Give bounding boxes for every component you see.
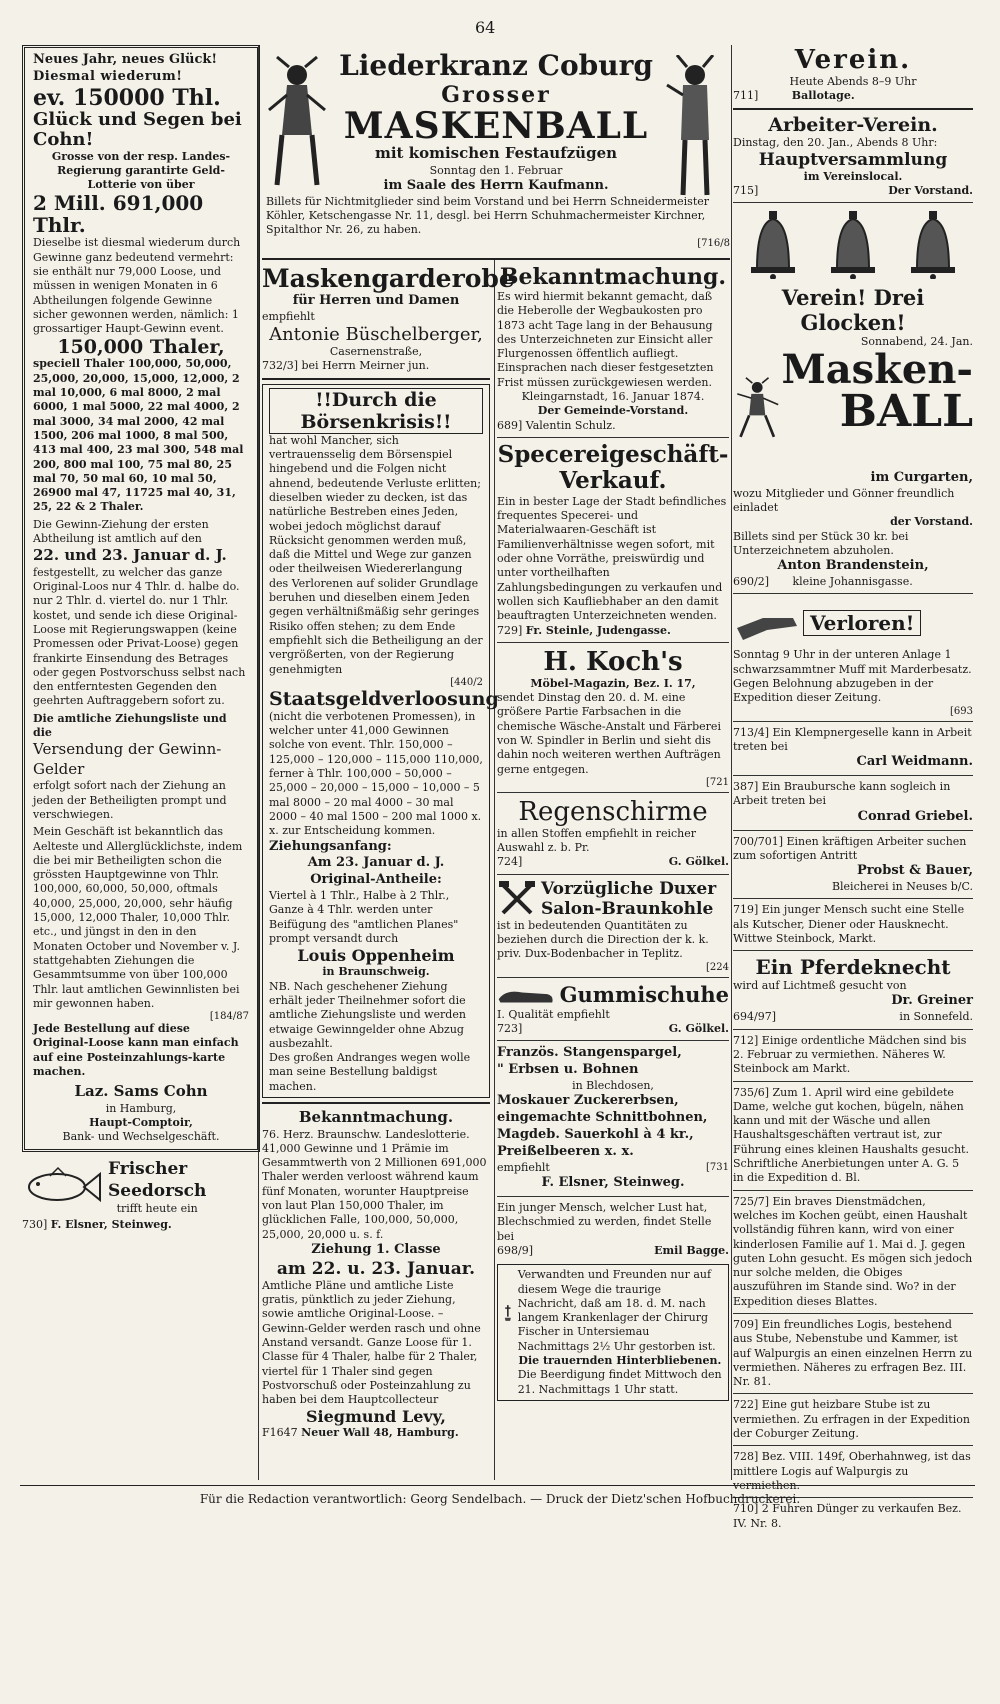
fish-title: Frischer (108, 1158, 188, 1179)
costume-ad (262, 264, 515, 374)
delicacy-line: eingemachte Schnittbohnen, (497, 1110, 708, 1126)
fish-name: Seedorsch (108, 1180, 207, 1201)
ad-reference: 690/2] (733, 575, 769, 589)
ad-reference: 735/6] (733, 1085, 769, 1099)
draw-start-label: Ziehungsanfang: (269, 838, 392, 854)
lottery-ad (22, 45, 260, 1152)
club-title: Verein. (794, 45, 912, 75)
lottery-text: Amtliche Pläne und amtliche Liste gratis, pünktlich zu jeder Ziehung, sowie amtliche Original-Loose. – Gewinn-Gelder werden rasch und ohne Anstand versandt. Ganze Loose für 1. Classe für 4 Thaler, halbe für 2 Thaler, viertel für 1 Thaler sind gegen Postvorschuß oder Posteinzahlung zu haben bei dem Hauptcollecteur (262, 1278, 481, 1407)
umbrella-title: Regenschirme (518, 796, 708, 827)
ticket-seller-address: kleine Johannisgasse. (792, 575, 913, 589)
merchant-name: F. Elsner, Steinweg. (50, 1218, 172, 1232)
classified-ad (733, 1398, 973, 1441)
three-bells-title: Verein! Drei Glocken! (781, 285, 925, 336)
obituary-text: Verwandten und Freunden nur auf diesem Wege die traurige Nachricht, daß am 18. d. M. nach langem Krankenlager der Chirurg Fischer in Untersiemau Nachmittags 2½ Uhr gestorben ist. (517, 1268, 716, 1353)
lottery-company: Laz. Sams Cohn (74, 1082, 208, 1101)
header-divider (262, 258, 730, 260)
lottery-ad-column (22, 45, 260, 1485)
notice-name: Valentin Schulz. (525, 418, 616, 432)
classified-ad (733, 1034, 973, 1077)
lottery-text: Mein Geschäft ist bekanntlich das Aelteste und Allerglücklichste, indem die bei mir Betheiligten schon die grössten Hauptgewinne von Thlr. 100,000, 60,000, 50,000, oftmals 40,000, 25,000, 20,000, sehr häufig 15,000, 12,000 Thaler, 10,000 Thlr. etc., und jüngst in den in den Monaten October und November v. J. stattgehabten Ziehungen die Gesammtsumme von über 100,000 Thlr. laut amtlichen Gewinnlisten bei mir gewonnen haben. (33, 825, 243, 1010)
fish-ad (22, 1158, 260, 1216)
notice-ad (497, 264, 729, 433)
cross-icon (504, 1268, 512, 1358)
draw-date: am 22. u. 23. Januar. (276, 1258, 476, 1279)
workers-club-title: Arbeiter-Verein. (768, 113, 938, 136)
lottery-collector: Siegmund Levy, (305, 1407, 446, 1427)
lottery-headline: Neues Jahr, neues Glück! (33, 52, 218, 67)
lottery-business: Bank- und Wechselgeschäft. (62, 1130, 220, 1144)
rubber-shoes-merchant: G. Gölkel. (668, 1021, 729, 1035)
tickets-text: Billets sind per Stück 30 kr. bei Unterzeichnetem abzuholen. (733, 529, 909, 557)
state-lottery-text: (nicht die verbotenen Promessen), in welcher unter 41,000 Gewinnen solche von event. Thlr. 150,000 – 125,000 – 120,000 – 115,000 110,000, ferner à Thlr. 100,000 – 50,000 – 25,000 – 20,000 – 15,000 – 10,000 – 5 mal 8000 – 20 mal 4000 – 30 mal 2000 – 40 mal 1500 – 200 mal 1000 x. x. zur Entscheidung kommen. (269, 709, 483, 838)
umbrella-ad (497, 797, 729, 870)
ad-reference: 712] (733, 1033, 759, 1047)
ad-reference: 723] (497, 1021, 523, 1035)
lost-text: Sonntag 9 Uhr in der unteren Anlage 1 schwarzsammtner Muff mit Marderbesatz. Gegen Belohnung abzugeben in der Expedition dieser Zeitung. (733, 648, 972, 705)
announcement-title: Bekanntmachung. (298, 1108, 454, 1127)
rubber-shoes-text: I. Qualität empfiehlt (497, 1007, 610, 1021)
obituary-funeral: Die Beerdigung findet Mittwoch den 21. Nachmittags 1 Uhr statt. (517, 1368, 722, 1396)
job-ad (733, 903, 973, 946)
lottery-prize-list: speciell Thaler 100,000, 50,000, 25,000, 20,000, 15,000, 12,000, 2 mal 10,000, 6 mal 8000, 2 mal 6000, 1 mal 5000, 22 mal 4000, 2 mal 3000, 34 mal 2000, 42 mal 1500, 206 mal 1000, 8 mal 500, 413 mal 400, 23 mal 300, 548 mal 200, 800 mal 100, 75 mal 80, 25 mal 70, 50 mal 60, 10 mal 50, 26900 mal 47, 11725 mal 40, 31, 25, 22 & 2 Thaler. (33, 357, 244, 514)
brunswick-lottery-ad (262, 1108, 490, 1441)
notice-title: Bekanntmachung. (499, 264, 727, 290)
column-3 (497, 264, 729, 1704)
ball-date: Sonntag den 1. Februar (429, 163, 563, 177)
ad-reference: 713/4] (733, 725, 769, 739)
ball-subtitle: mit komischen Festaufzügen (374, 144, 618, 162)
job-text: Ein junger Mensch sucht eine Stelle als Kutscher, Diener oder Hausknecht. Wittwe Steinbock, Markt. (733, 903, 965, 945)
lottery-text: 76. Herz. Braunschw. Landeslotterie. 41,000 Gewinne und 1 Prämie im Gesammtwerth von 2 Millionen 691,000 Thaler werden verloost während kaum fünf Monaten, worunter Hauptpreise von laut Plan 150,000 Thaler, im glücklichen Falle, 100,000, 50,000, 25,000, 20,000 u. s. f. (262, 1127, 487, 1241)
employer-name: Dr. Greiner (891, 993, 973, 1009)
koch-furniture-ad (497, 647, 729, 788)
jester-icon (665, 55, 725, 205)
ad-reference: 719] (733, 903, 759, 917)
rubber-shoes-title: Gummischuhe (559, 982, 729, 1008)
classified-text: Eine gut heizbare Stube ist zu vermiethen. Zu erfragen in der Expedition der Coburger Zeitung. (733, 1398, 970, 1441)
club-ballot-ad (733, 45, 973, 104)
notice-text: Es wird hiermit bekannt gemacht, daß die Heberolle der Wegbaukosten pro 1873 acht Tage lang in der Behausung des Unterzeichneten zur Einsicht aller Flurgenossen öffentlich aufliegt. Einsprachen nach dieser festgesetzten Frist müssen zurückgewiesen werden. (497, 290, 714, 389)
three-bells-ad (733, 209, 973, 589)
delicacy-line: Preißelbeeren x. x. (497, 1144, 634, 1160)
club-ballot: Ballotage. (791, 89, 855, 103)
ticket-seller: Anton Brandenstein, (777, 558, 929, 574)
workers-club-signature: Der Vorstand. (888, 184, 973, 198)
imprint: Für die Redaction verantwortlich: Georg Sendelbach. — Druck der Dietz'schen Hofbuchdruckerei. (199, 1492, 801, 1506)
lottery-headline: Diesmal wiederum! (33, 68, 183, 84)
lottery-city: in Hamburg, (105, 1101, 177, 1115)
hand-icon (733, 598, 803, 648)
club-text: Heute Abends 8–9 Uhr (789, 75, 917, 88)
stock-crisis-title: !!Durch die Börsenkrisis!! (269, 388, 483, 434)
apprentice-text: Ein junger Mensch, welcher Lust hat, Blechschmied zu werden, findet Stelle bei (497, 1201, 712, 1243)
job-text: Ein Klempnergeselle kann in Arbeit treten bei (733, 725, 972, 753)
ad-reference: 387] (733, 780, 759, 794)
apprentice-ad (497, 1201, 729, 1258)
groom-title: Ein Pferdeknecht (755, 955, 951, 980)
delicacy-line: Moskauer Zuckererbsen, (497, 1093, 679, 1109)
ad-reference: 711] (733, 89, 759, 103)
ad-reference: 724] (497, 855, 523, 869)
delicacy-line: in Blechdosen, (572, 1079, 654, 1093)
crossed-hammers-icon (497, 879, 537, 919)
bell-icon (903, 209, 963, 279)
jester-icon (267, 55, 327, 205)
coal-title: Vorzügliche Duxer (541, 878, 717, 899)
workers-club-ad (733, 114, 973, 199)
fish-text: trifft heute ein (116, 1201, 198, 1215)
state-lottery-note: Des großen Andranges wegen wolle man seine Bestellung baldigst machen. (269, 1051, 471, 1093)
three-bells-date: Sonnabend, 24. Jan. (860, 335, 973, 349)
jester-icon (733, 350, 781, 470)
delicacy-ad (497, 1045, 729, 1192)
notice-place: Kleingarnstadt, 16. Januar 1874. (521, 390, 705, 404)
ad-reference: 694/97] (733, 1010, 776, 1024)
shoe-icon (497, 982, 556, 1008)
lottery-prize: ev. 150000 Thl. (33, 84, 221, 111)
delicacy-merchant: F. Elsner, Steinweg. (541, 1175, 685, 1191)
classified-ad (733, 1502, 973, 1531)
fish-icon (22, 1162, 102, 1212)
footer-rule (20, 1485, 975, 1486)
club-title: Liederkranz Coburg (339, 49, 653, 82)
coal-text: ist in bedeutenden Quantitäten zu beziehen durch die Direction der k. k. priv. Dux-Bodenbacher in Teplitz. (497, 918, 709, 961)
lottery-text: Jede Bestellung auf diese Original-Loose kann man einfach auf eine Posteinzahlungs-karte machen. (33, 1022, 239, 1078)
draw-class: Ziehung 1. Classe (311, 1241, 441, 1257)
rubber-shoes-ad (497, 982, 729, 1037)
lost-ad (733, 598, 973, 716)
delicacy-line: Magdeb. Sauerkohl à 4 kr., (497, 1127, 694, 1143)
costume-text: empfiehlt (262, 309, 315, 323)
grocery-sale-name: Fr. Steinle, Judengasse. (525, 623, 671, 637)
delicacy-text: empfiehlt (497, 1160, 550, 1174)
delicacy-line: Französ. Stangenspargel, (497, 1045, 682, 1061)
notice-signature: Der Gemeinde-Vorstand. (537, 404, 689, 418)
ad-reference: [693 (950, 705, 973, 717)
ball-text: Billets für Nichtmitglieder sind beim Vorstand und bei Herrn Schneidermeister Köhler, Ketschengasse Nr. 11, desgl. bei Herrn Schuhmachermeister Kirchner, Spitalthor Nr. 26, zu haben. (266, 194, 710, 237)
koch-text: sendet Dinstag den 20. d. M. eine größere Partie Farbsachen in die chemische Wäsche-Anstalt und Färberei von W. Spindler in Berlin und sieht dis dahin noch weiteren werthen Aufträgen gerne entgegen. (497, 691, 721, 776)
masked-ball-ad (262, 45, 730, 255)
ad-reference: 725/7] (733, 1194, 769, 1208)
ad-reference: 698/9] (497, 1243, 533, 1257)
employer-address: in Sonnefeld. (899, 1010, 973, 1024)
classified-ad (733, 1318, 973, 1389)
stock-crisis-text: hat wohl Mancher, sich vertrauensselig dem Börsenspiel hingebend und die Folgen nicht ahnend, bedeutende Verluste erlitten; dieselben wieder zu decken, ist das natürliche Bestreben eines Jeden, wobei jedoch möglichst darauf Rücksicht genommen werden muß, daß die Mittel und Wege zur ganzen oder theilweisen Wiedererlangung des Verlorenen auf solider Grundlage beruhen und dieselben einem Jeden gegen verhältnißmäßig sehr geringes Risiko offen stehen; zu dem Ende empfiehlt sich die Betheiligung an der vergrößerten, von der Regierung genehmigten (269, 433, 483, 676)
coal-title: Salon-Braunkohle (541, 898, 714, 919)
state-lottery-note: NB. Nach geschehener Ziehung erhält jeder Theilnehmer sofort die amtliche Ziehungsliste und werden etwaige Gewinngelder ohne Abzug ausbezahlt. (269, 979, 466, 1050)
state-lottery-title: Staatsgeldverloosung (269, 687, 499, 710)
grocery-sale-title: Specereigeschäft-Verkauf. (497, 440, 729, 495)
ad-reference: [716/8 (697, 237, 730, 249)
ad-reference: 722] (733, 1398, 759, 1412)
classified-ad (733, 1086, 973, 1186)
costume-title: Maskengarderobe (262, 264, 515, 293)
umbrella-merchant: G. Gölkel. (668, 855, 729, 869)
job-text: Ein Braubursche kann sogleich in Arbeit treten bei (733, 780, 951, 808)
ad-reference: [440/2 (450, 676, 483, 688)
lottery-total: 2 Mill. 691,000 Thlr. (33, 191, 204, 238)
groom-text: wird auf Lichtmeß gesucht von (733, 979, 907, 993)
umbrella-text: in allen Stoffen empfiehlt in reicher Auswahl z. b. Pr. (497, 826, 697, 855)
three-bells-text: wozu Mitglieder und Gönner freundlich einladet (733, 486, 955, 514)
job-ad (733, 835, 973, 864)
lottery-agent-city: in Braunschweig. (322, 965, 430, 979)
original-shares: Original-Antheile: (310, 872, 442, 888)
job-text: Einen kräftigen Arbeiter suchen zum sofortigen Antritt (733, 834, 967, 862)
classified-text: Einige ordentliche Mädchen sind bis 2. Februar zu vermiethen. Näheres W. Steinbock am Markt. (733, 1033, 967, 1076)
classified-text: Ein braves Dienstmädchen, welches im Kochen geübt, einen Haushalt vollständig führen kann, wird von einer kinderlosen Familie auf 1. Mai d. J. gegen guten Lohn gesucht. Es mögen sich jedoch nur solche melden, die Obiges auszuführen im Stande sind. Wo? in der Expedition dieses Blattes. (733, 1194, 973, 1308)
ad-reference: 728] (733, 1450, 759, 1464)
employer-address: Bleicherei in Neuses b/C. (831, 879, 973, 893)
classified-text: Bez. VIII. 149f, Oberhahnweg, ist das mittlere Logis auf Walpurgis zu vermiethen. (733, 1450, 971, 1492)
classified-text: Zum 1. April wird eine gebildete Dame, welche gut kochen, bügeln, nähen kann und mit der Wäsche und allen Haushaltsgeschäften vertraut ist, zur Führung eines kleinen Haushalts gesucht. Schriftliche Anerbietungen unter A. G. 5 in die Expedition d. Bl. (733, 1085, 969, 1185)
classified-ad (733, 1450, 973, 1493)
ad-reference: [224 (706, 961, 729, 973)
ad-reference: [731 (706, 1161, 729, 1173)
workers-club-date: Dinstag, den 20. Jan., Abends 8 Uhr: (733, 135, 938, 149)
ad-reference: 700/701] (733, 834, 783, 848)
meeting-place: im Vereinslocal. (803, 169, 903, 183)
ad-reference: 715] (733, 184, 759, 198)
column-divider (494, 260, 495, 1480)
lottery-dispatch: Versendung der Gewinn-Gelder (33, 740, 222, 778)
classified-ad (733, 1195, 973, 1309)
draw-start-date: Am 23. Januar d. J. (307, 855, 445, 871)
lottery-main-prize: 150,000 Thaler, (57, 335, 225, 358)
masked-ball-title: Masken- (781, 345, 973, 393)
classified-text: Ein freundliches Logis, bestehend aus Stube, Nebenstube und Kammer, ist auf Walpurgis an einen einzelnen Herrn zu vermiethen. Näheres zu erfragen Bez. III. Nr. 81. (733, 1318, 973, 1389)
state-lottery-text: Viertel à 1 Thlr., Halbe à 2 Thlr., Ganze à 4 Thlr. werden unter Beifügung des "amtlichen Planes" prompt versandt durch (269, 889, 459, 946)
bell-icon (823, 209, 883, 279)
ad-reference: F1647 (262, 1426, 298, 1440)
lottery-text: festgestellt, zu welcher das ganze Original-Loos nur 4 Thlr. d. halbe do. nur 2 Thlr. d. viertel do. nur 1 Thlr. kostet, und sende ich diese Original-Loose mit Regierungswappen (keine Promessen oder Privat-Loose) gegen frankirte Einsendung des Betrages oder gegen Postvorschuss selbst nach den entferntesten Gegenden den geehrten Auftraggebern sofort zu. (33, 565, 246, 708)
venue: im Curgarten, (870, 469, 973, 485)
ball-grosser: Grosser (441, 82, 551, 108)
obituary-ad (497, 1264, 729, 1401)
job-ad (733, 726, 973, 755)
bell-icon (743, 209, 803, 279)
ad-reference: 732/3] (262, 359, 298, 373)
lottery-text: Die amtliche Ziehungsliste und die (33, 711, 227, 740)
lottery-agent-name: Louis Oppenheim (297, 946, 455, 966)
costume-name: Antonie Büschelberger, (269, 324, 483, 346)
three-bells-signature: der Vorstand. (890, 515, 973, 529)
obituary-signature: Die trauernden Hinterbliebenen. (518, 1354, 722, 1368)
masked-ball-title: BALL (839, 385, 973, 437)
ad-reference: 729] (497, 623, 523, 637)
grocery-sale-ad (497, 442, 729, 638)
costume-address: Casernenstraße, (329, 345, 423, 359)
column-divider (731, 45, 732, 1480)
column-4 (733, 45, 973, 1530)
ad-reference: [721 (706, 776, 729, 788)
lottery-text: Dieselbe ist diesmal wiederum durch Gewinne ganz bedeutend vermehrt: sie enthält nur 79,000 Loose, und müssen in wenigen Monaten in 6 Abtheilungen folgende Gewinne sicher gewonnen werden, nämlich: 1 grossartiger Haupt-Gewinn event. (33, 236, 241, 336)
lottery-slogan: Glück und Segen bei Cohn! (33, 108, 242, 150)
lottery-text: erfolgt sofort nach der Ziehung an jeden der Betheiligten prompt und verschwiegen. (33, 779, 227, 821)
koch-subtitle: Möbel-Magazin, Bez. I. 17, (530, 676, 696, 690)
coal-ad (497, 879, 729, 919)
ad-reference: 709] (733, 1318, 759, 1331)
ad-reference: [184/87 (209, 1011, 249, 1023)
costume-text: bei Herrn Meirner jun. (301, 359, 430, 373)
employer-name: Carl Weidmann. (856, 754, 973, 770)
lottery-office: Haupt-Comptoir, (89, 1116, 193, 1130)
ball-title: MASKENBALL (343, 105, 649, 147)
ball-venue: im Saale des Herrn Kaufmann. (383, 177, 609, 193)
grocery-sale-text: Ein in bester Lage der Stadt befindliches frequentes Specerei- und Materialwaaren-Geschäft ist Familienverhältnisse wegen sofort, mit oder ohne Vorräthe, preiswürdig und unter vortheilhaften Zahlungsbedingungen zu verkaufen und wollen sich Kaufliebhaber an den damit beauftragten Unterzeichneten wenden. (497, 494, 727, 623)
lost-title: Verloren! (803, 610, 921, 636)
ad-reference: 689] (497, 418, 523, 432)
collector-address: Neuer Wall 48, Hamburg. (301, 1426, 459, 1440)
general-meeting: Hauptversammlung (758, 149, 948, 170)
employer-name: Probst & Bauer, (856, 863, 973, 879)
classified-text: 2 Fuhren Dünger zu verkaufen Bez. IV. Nr. 8. (733, 1502, 962, 1530)
ad-reference: 710] (733, 1502, 759, 1516)
apprentice-employer: Emil Bagge. (654, 1243, 729, 1257)
stock-crisis-ad (262, 384, 499, 1098)
lottery-text: Die Gewinn-Ziehung der ersten Abtheilung ist amtlich auf den (33, 517, 209, 545)
ad-reference: 730] (22, 1218, 48, 1232)
job-ad (733, 780, 973, 809)
lottery-draw-date: 22. und 23. Januar d. J. (33, 546, 227, 565)
lottery-text: Grosse von der resp. Landes-Regierung garantirte Geld-Lotterie von über (51, 149, 231, 192)
delicacy-line: " Erbsen u. Bohnen (497, 1062, 639, 1078)
employer-name: Conrad Griebel. (857, 808, 973, 824)
koch-title: H. Koch's (543, 646, 683, 677)
page-number: 64 (475, 18, 496, 37)
costume-for: für Herren und Damen (292, 293, 460, 308)
